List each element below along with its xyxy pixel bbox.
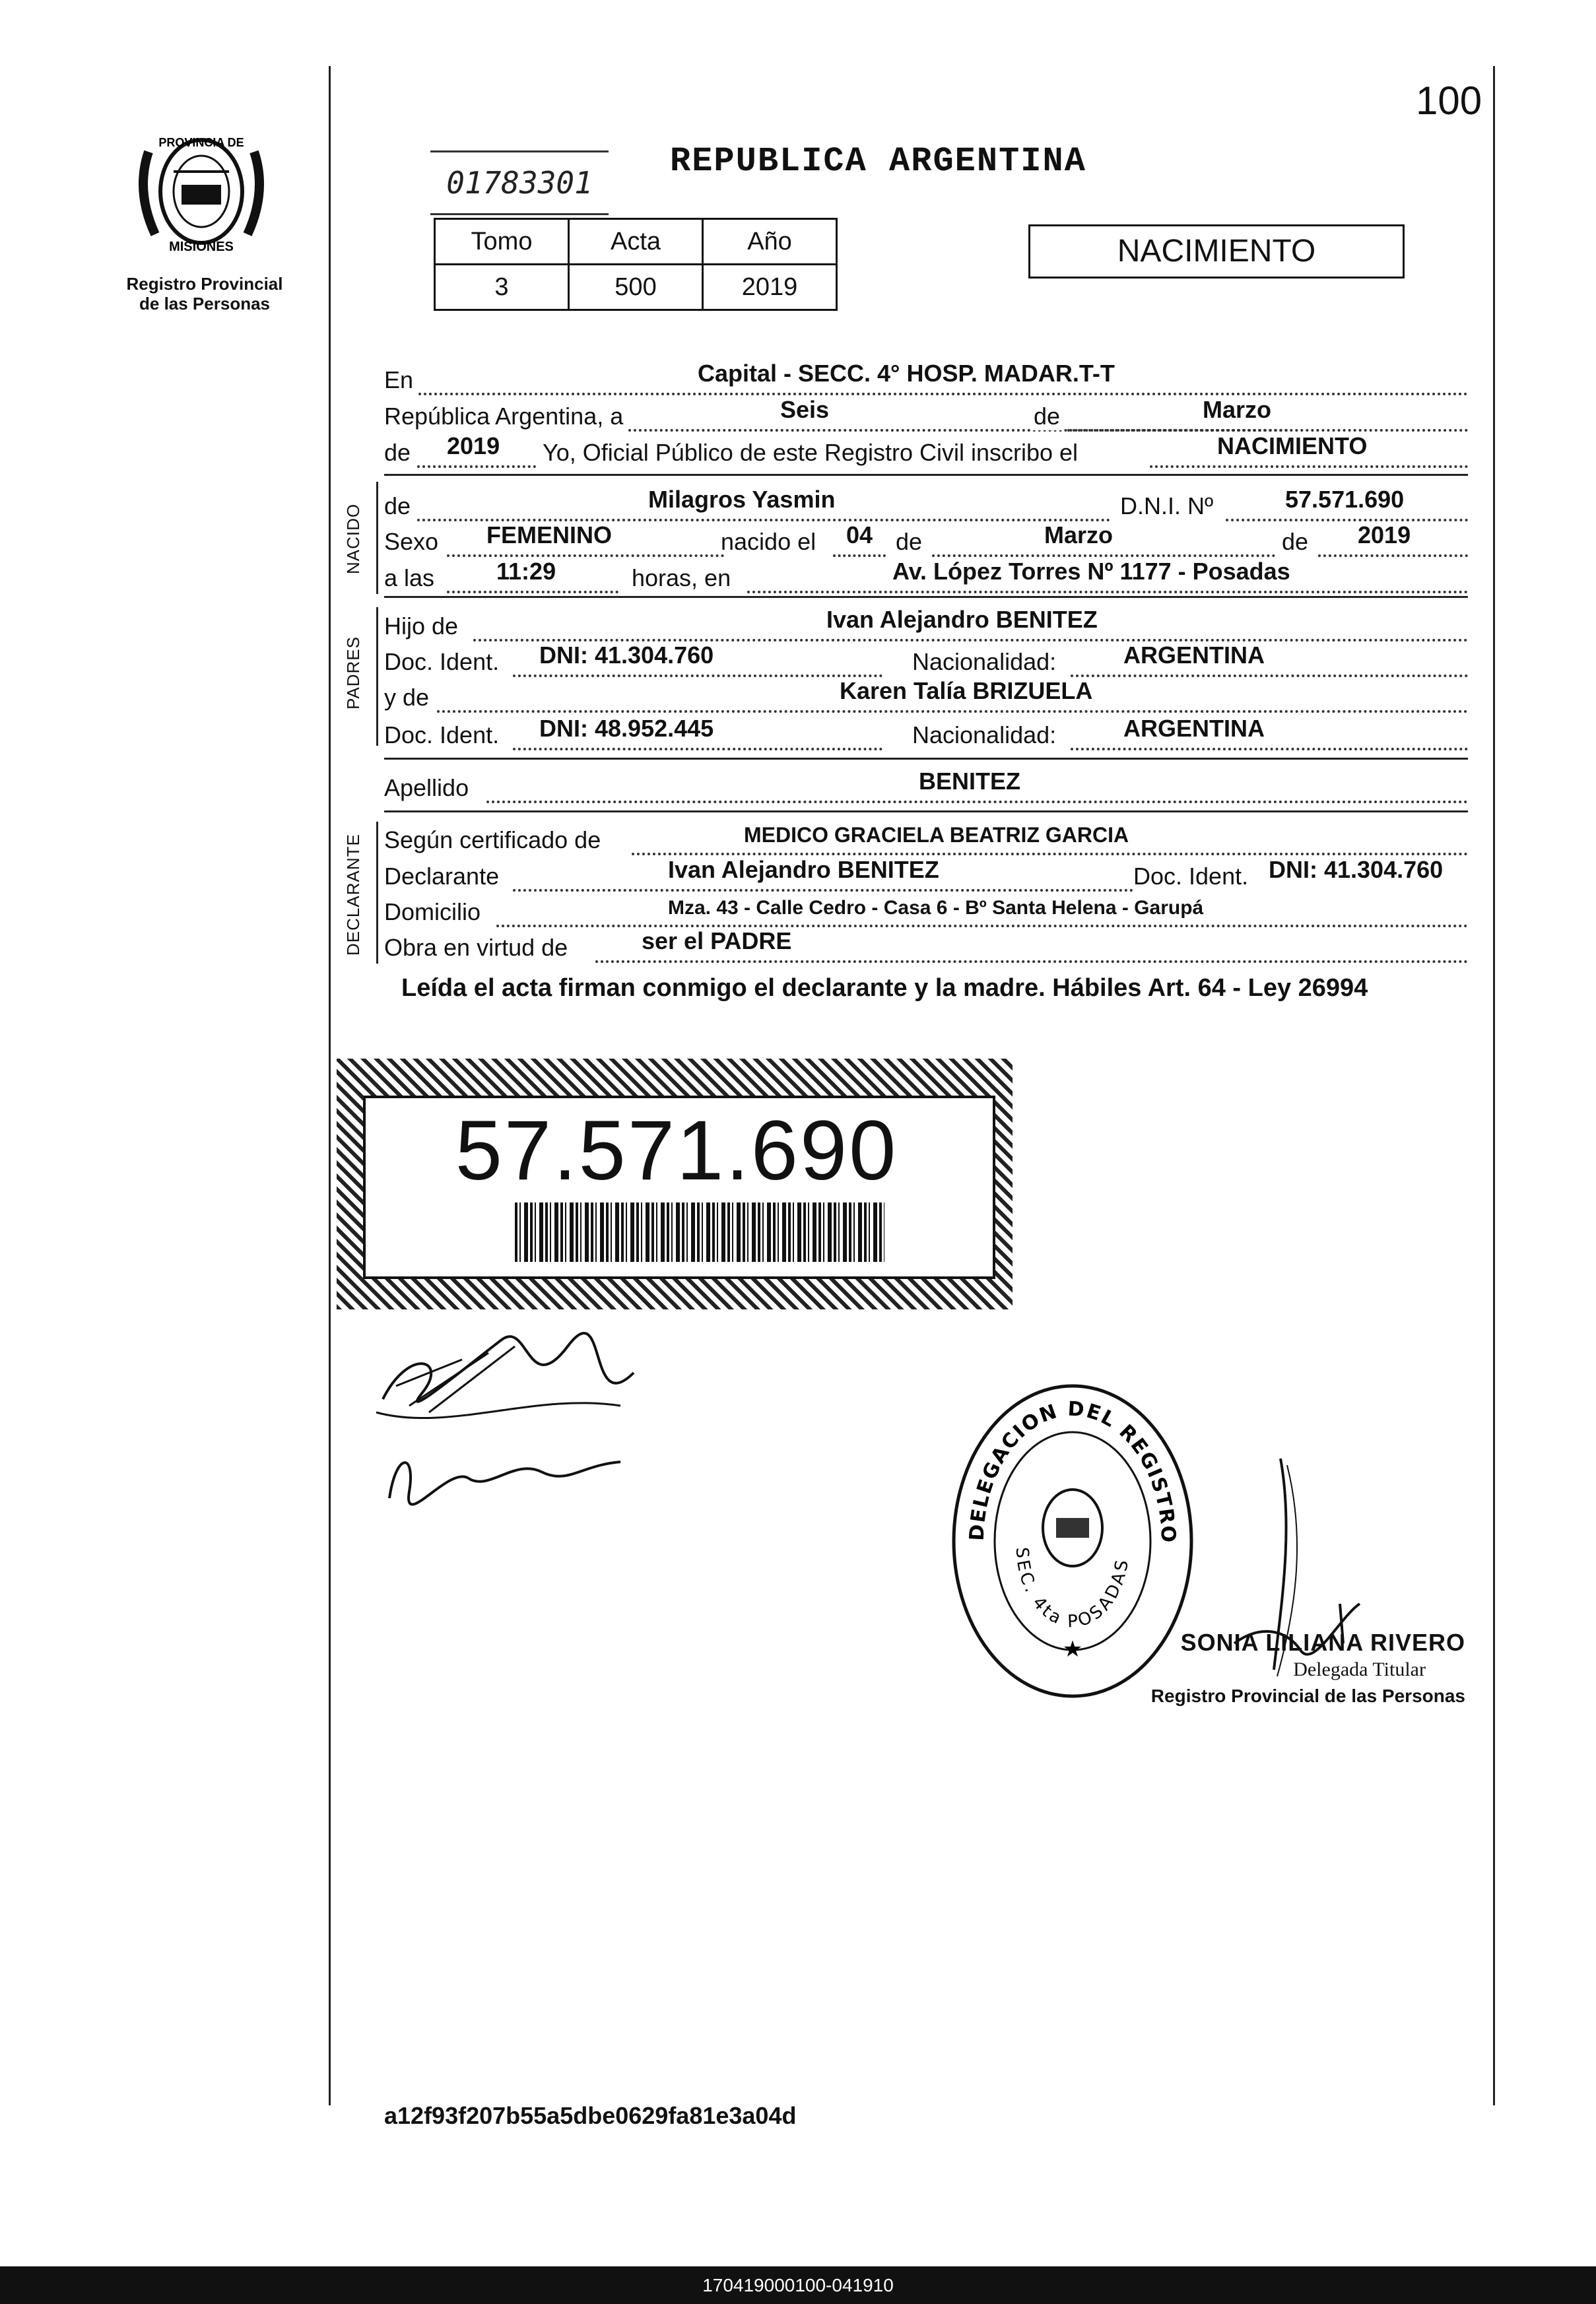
domicilio-label: Domicilio xyxy=(384,898,481,925)
declarante-side-line xyxy=(376,822,378,964)
padres-side-line xyxy=(376,607,378,746)
horas-en-label: horas, en xyxy=(632,564,731,591)
tomo-value: 3 xyxy=(435,265,569,310)
row-certificado xyxy=(384,820,1468,855)
dni-label-number: 57.571.690 xyxy=(455,1103,898,1198)
lugar-value: Av. López Torres Nº 1177 - Posadas xyxy=(892,558,1290,585)
mes-value: Marzo xyxy=(1203,396,1272,423)
closing-statement: Leída el acta firman conmigo el declarante y la madre. Hábiles Art. 64 - Ley 26994 xyxy=(401,974,1368,1002)
sexo-label: Sexo xyxy=(384,528,439,555)
certificado-label: Según certificado de xyxy=(384,826,601,853)
separator xyxy=(384,474,1468,476)
tomo-label: Tomo xyxy=(435,219,569,265)
nacido-mes: Marzo xyxy=(1044,521,1114,548)
document-hash: a12f93f207b55a5dbe0629fa81e3a04d xyxy=(384,2102,797,2129)
declarante-side-label: DECLARANTE xyxy=(343,834,363,956)
logo-text-top: PROVINCIA DE xyxy=(158,136,244,149)
madre-doc: DNI: 48.952.445 xyxy=(539,715,714,742)
row-padre-doc xyxy=(384,642,1468,677)
madre-doc-label: Doc. Ident. xyxy=(384,721,500,748)
left-margin-line xyxy=(329,66,331,2105)
logo-caption-line-2: de las Personas xyxy=(139,294,270,313)
nacido-side-label: NACIDO xyxy=(343,503,363,574)
official-office: Registro Provincial de las Personas xyxy=(1150,1686,1465,1706)
separator xyxy=(384,596,1468,598)
domicilio-value: Mza. 43 - Calle Cedro - Casa 6 - Bº Santa Helena - Garupá xyxy=(668,897,1204,919)
obra-value: ser el PADRE xyxy=(642,927,792,954)
nacido-dia: 04 xyxy=(846,521,873,548)
padres-side-label: PADRES xyxy=(343,636,363,709)
row-en xyxy=(384,360,1468,395)
separator xyxy=(384,758,1468,760)
declarante-label: Declarante xyxy=(384,863,500,890)
inscribo-label: Yo, Oficial Público de este Registro Civil inscribo el xyxy=(543,439,1079,466)
padre-nombre: Ivan Alejandro BENITEZ xyxy=(826,606,1098,633)
dni-label: D.N.I. Nº xyxy=(1120,492,1214,519)
declarante-doc-label: Doc. Ident. xyxy=(1133,863,1249,890)
nacido-de3-label: de xyxy=(1282,528,1309,555)
logo-caption-line-1: Registro Provincial xyxy=(126,274,283,294)
de2-label: de xyxy=(384,439,411,466)
signatures-left xyxy=(370,1320,647,1518)
official-name: SONIA LILIANA RIVERO xyxy=(1180,1629,1465,1656)
y-de-label: y de xyxy=(384,684,430,711)
padre-doc-label: Doc. Ident. xyxy=(384,648,500,675)
anio-label: Año xyxy=(703,219,837,265)
page-number: 100 xyxy=(1416,79,1482,123)
logo-caption xyxy=(99,274,310,313)
padre-nac-label: Nacionalidad: xyxy=(912,648,1057,675)
record-type-box: NACIMIENTO xyxy=(1028,224,1405,279)
row-padre xyxy=(384,606,1468,642)
padre-doc: DNI: 41.304.760 xyxy=(539,642,714,669)
seal-inner-text: SEC. 4ta POSADAS xyxy=(1011,1546,1133,1632)
republica-label: República Argentina, a xyxy=(384,403,624,430)
seal-outer-text: DELEGACION DEL REGISTRO xyxy=(965,1397,1180,1544)
svg-text:★: ★ xyxy=(1062,1637,1083,1662)
hora-value: 11:29 xyxy=(496,558,556,585)
document-title: REPUBLICA ARGENTINA xyxy=(670,142,1086,181)
inscripcion-value: NACIMIENTO xyxy=(1217,432,1368,459)
certificado-value: MEDICO GRACIELA BEATRIZ GARCIA xyxy=(744,823,1129,847)
row-declarante xyxy=(384,856,1468,892)
anio-inscripcion: 2019 xyxy=(447,432,500,459)
dni-barcode xyxy=(515,1202,884,1262)
official-block xyxy=(1135,1629,1465,1709)
sexo-value: FEMENINO xyxy=(486,521,613,548)
row-sexo xyxy=(384,521,1468,557)
svg-text:SEC. 4ta POSADAS xyxy=(1012,1546,1133,1631)
logo-text-bottom: MISIONES xyxy=(169,240,234,254)
alas-label: a las xyxy=(384,564,435,591)
en-value: Capital - SECC. 4° HOSP. MADAR.T-T xyxy=(698,360,1115,387)
right-margin-line xyxy=(1493,66,1495,2105)
row-domicilio xyxy=(384,892,1468,927)
obra-label: Obra en virtud de xyxy=(384,934,568,961)
declarante-nombre: Ivan Alejandro BENITEZ xyxy=(668,856,939,883)
dia-value: Seis xyxy=(780,396,830,423)
nacido-anio: 2019 xyxy=(1358,521,1411,548)
row-hora-lugar xyxy=(384,558,1468,593)
tomo-acta-anio-table xyxy=(434,218,838,311)
madre-nac: ARGENTINA xyxy=(1123,715,1265,742)
nacido-de2-label: de xyxy=(896,528,923,555)
row-inscripcion xyxy=(384,432,1468,468)
anio-value: 2019 xyxy=(703,265,837,310)
nacido-el-label: nacido el xyxy=(721,528,816,555)
footer-bar: 170419000100-041910 xyxy=(0,2266,1596,2304)
province-logo xyxy=(129,125,274,257)
nacido-dni: 57.571.690 xyxy=(1285,486,1405,513)
nacido-de-label: de xyxy=(384,492,411,519)
separator xyxy=(384,810,1468,812)
padre-nac: ARGENTINA xyxy=(1123,642,1265,669)
official-role: Delegada Titular xyxy=(1293,1659,1426,1680)
acta-value: 500 xyxy=(569,265,703,310)
en-label: En xyxy=(384,366,414,393)
row-fecha xyxy=(384,396,1468,432)
madre-nombre: Karen Talía BRIZUELA xyxy=(840,677,1093,704)
de-label: de xyxy=(1031,403,1063,430)
hijo-de-label: Hijo de xyxy=(384,612,459,640)
declarante-doc: DNI: 41.304.760 xyxy=(1269,856,1444,883)
acta-label: Acta xyxy=(569,219,703,265)
apellido-value: BENITEZ xyxy=(919,768,1021,795)
row-madre xyxy=(384,677,1468,713)
nacido-nombre: Milagros Yasmin xyxy=(648,486,836,513)
apellido-label: Apellido xyxy=(384,774,469,801)
serial-number: 01783301 xyxy=(430,150,609,215)
row-madre-doc xyxy=(384,715,1468,750)
row-obra xyxy=(384,927,1468,963)
madre-nac-label: Nacionalidad: xyxy=(912,721,1057,748)
row-apellido xyxy=(384,768,1468,803)
row-nacido-nombre xyxy=(384,486,1468,521)
nacido-side-line xyxy=(376,482,378,594)
